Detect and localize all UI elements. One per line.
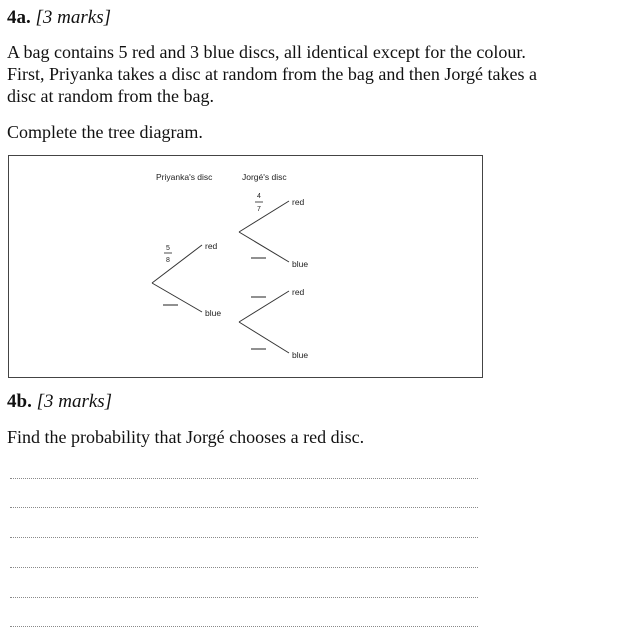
- question-4a-marks: [3 marks]: [35, 7, 111, 28]
- question-4b-text: [7, 426, 613, 448]
- outcome-red-blue: blue: [292, 259, 309, 269]
- answer-line[interactable]: [10, 626, 478, 627]
- prob-first-red-denominator: 8: [166, 257, 170, 264]
- question-4b-marks: [3 marks]: [36, 391, 113, 412]
- answer-line[interactable]: [10, 537, 478, 538]
- question-4a-text: [7, 41, 613, 107]
- outcome-blue-red: red: [292, 287, 305, 297]
- outcome-blue-blue: blue: [292, 350, 309, 360]
- instruction-text: Complete the tree diagram.: [7, 122, 203, 142]
- question-4a-number: 4a.: [7, 7, 31, 28]
- tree-diagram-canvas: [9, 156, 482, 377]
- outcome-red-red: red: [292, 197, 305, 207]
- branch-first-red: [152, 245, 202, 283]
- question-4a-line-2: First, Priyanka takes a disc at random from the bag and then Jorgé takes a: [7, 64, 538, 84]
- branch-blue-red: [239, 291, 289, 322]
- answer-line[interactable]: [10, 597, 478, 598]
- branch-first-blue: [152, 283, 202, 312]
- question-4a-heading: [7, 7, 111, 29]
- branch-blue-blue: [239, 322, 289, 353]
- prob-red-red-denominator: 7: [257, 206, 261, 213]
- header-priyanka: Priyanka's disc: [156, 172, 213, 182]
- question-4b-number: 4b.: [7, 391, 32, 412]
- tree-diagram: [8, 155, 483, 378]
- question-4a-instruction: [7, 121, 613, 143]
- outcome-first-blue: blue: [205, 308, 222, 318]
- answer-line[interactable]: [10, 567, 478, 568]
- question-4a-line-1: A bag contains 5 red and 3 blue discs, all identical except for the colour.: [7, 42, 526, 62]
- branch-red-red: [239, 201, 289, 232]
- prob-first-red-numerator: 5: [166, 245, 170, 252]
- question-4b-question: Find the probability that Jorgé chooses a red disc.: [7, 427, 365, 447]
- question-4a-line-3: disc at random from the bag.: [7, 86, 214, 106]
- question-4b-heading: [7, 391, 112, 413]
- outcome-first-red: red: [205, 241, 218, 251]
- answer-line[interactable]: [10, 478, 478, 479]
- prob-red-red-numerator: 4: [257, 193, 261, 200]
- header-jorge: Jorgé's disc: [242, 172, 287, 182]
- answer-line[interactable]: [10, 507, 478, 508]
